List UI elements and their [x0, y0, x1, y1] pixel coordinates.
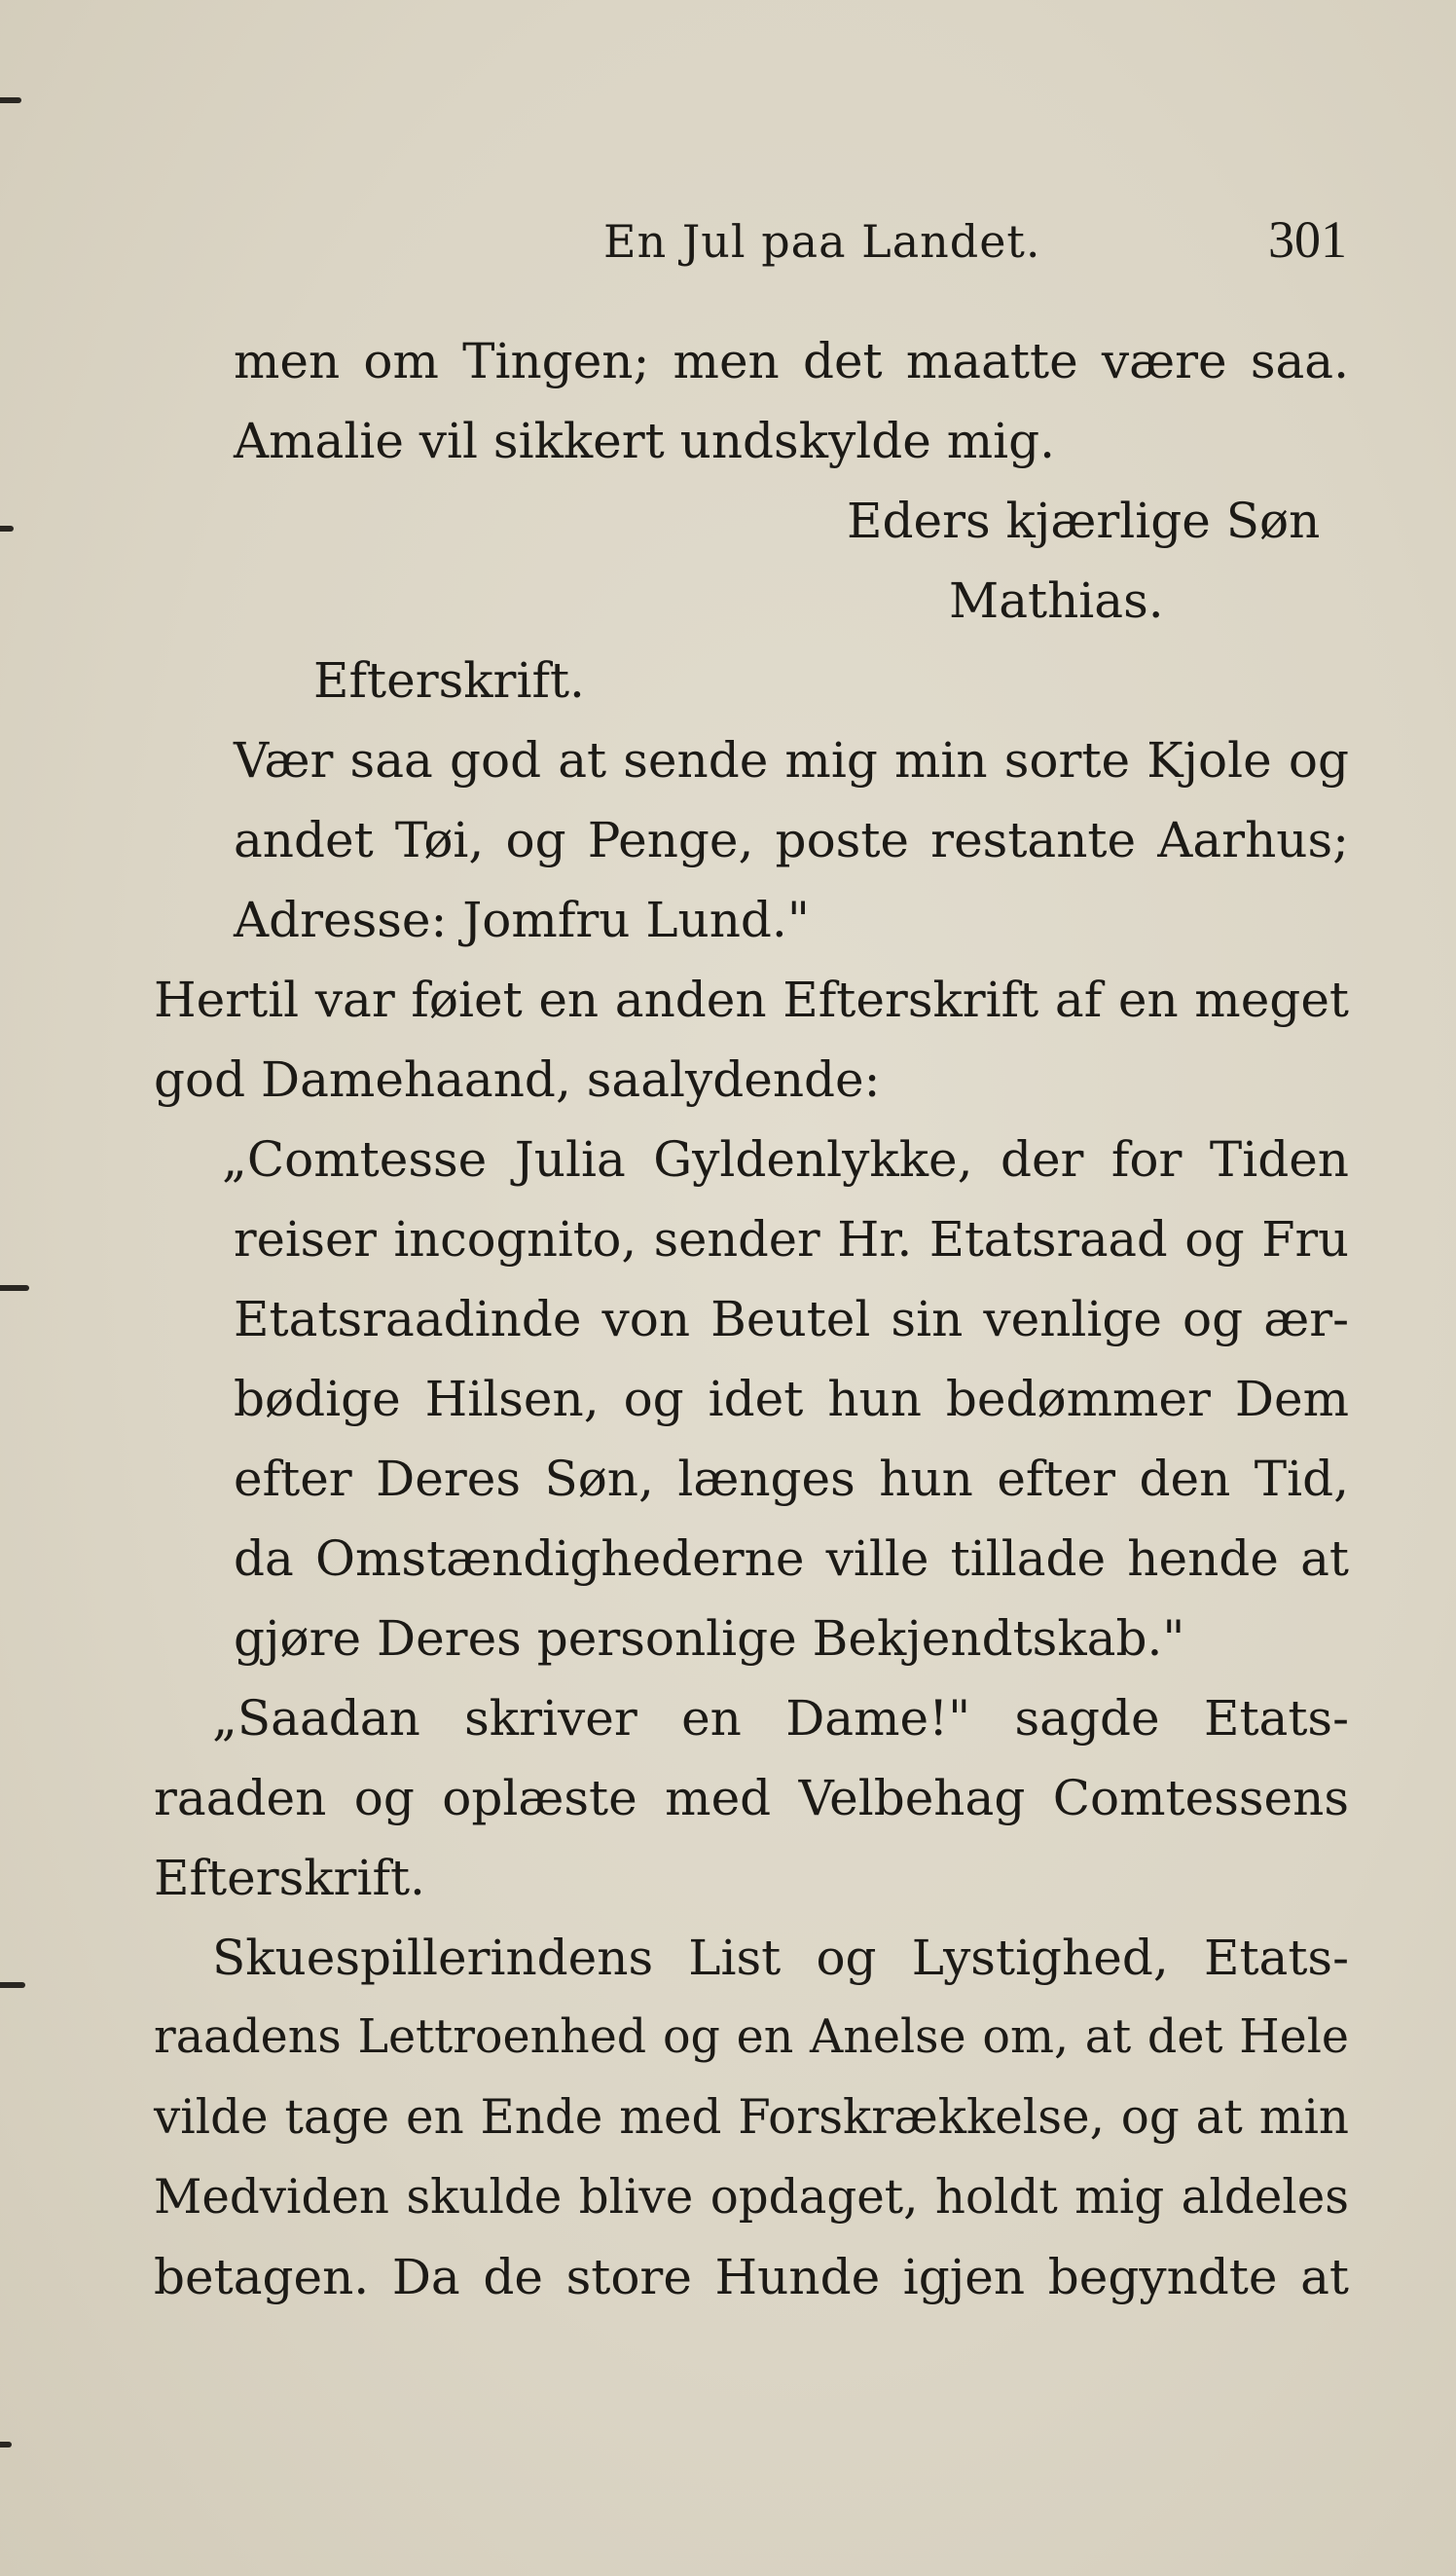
text-line: Amalie vil sikkert undskylde mig. [234, 413, 1056, 469]
text-line: men om Tingen; men det maatte være saa. [234, 333, 1349, 389]
signature-name: Mathias. [949, 572, 1164, 629]
text-line: Hertil var føiet en anden Efterskrift af en meget [154, 972, 1349, 1028]
text-line: raaden og oplæste med Velbehag Comtessens [154, 1770, 1349, 1826]
text-line: bødige Hilsen, og idet hun bedømmer Dem [234, 1371, 1349, 1427]
text-line: „Comtesse Julia Gyldenlykke, der for Tiden [222, 1131, 1349, 1188]
signature-closing: Eders kjærlige Søn [847, 493, 1321, 549]
margin-mark [0, 1982, 25, 1988]
text-line: „Saadan skriver en Dame!" sagde Etats- [212, 1690, 1349, 1747]
text-line: reiser incognito, sender Hr. Etatsraad og Fru [234, 1211, 1349, 1268]
text-line: raadens Lettroenhed og en Anelse om, at det Hele [154, 2010, 1349, 2064]
running-head [0, 209, 1456, 277]
text-line: Efterskrift. [154, 1850, 425, 1906]
text-line: god Damehaand, saalydende: [154, 1051, 881, 1108]
margin-mark [0, 1285, 29, 1291]
page-number: 301 [1268, 210, 1347, 269]
margin-mark [0, 526, 14, 532]
text-line: Skuespillerindens List og Lystighed, Etats- [212, 1930, 1349, 1986]
postscript-heading: Efterskrift. [313, 652, 585, 709]
text-line: Etatsraadinde von Beutel sin venlige og ær- [234, 1291, 1349, 1347]
text-line: Vær saa god at sende mig min sorte Kjole og [234, 732, 1349, 789]
body-text [154, 321, 1349, 2317]
text-line: vilde tage en Ende med Forskrækkelse, og at min [154, 2090, 1349, 2145]
text-line: betagen. Da de store Hunde igjen begyndte at [154, 2249, 1349, 2305]
text-line: efter Deres Søn, længes hun efter den Tid, [234, 1451, 1349, 1507]
text-line: Adresse: Jomfru Lund." [234, 892, 810, 948]
running-title: En Jul paa Landet. [603, 215, 1041, 268]
text-line: andet Tøi, og Penge, poste restante Aarhus; [234, 812, 1349, 868]
margin-mark [0, 97, 21, 103]
margin-mark [0, 2442, 12, 2447]
text-line: Medviden skulde blive opdaget, holdt mig aldeles [154, 2170, 1349, 2225]
text-line: da Omstændighederne ville tillade hende at [234, 1530, 1349, 1587]
text-line: gjøre Deres personlige Bekjendtskab." [234, 1610, 1185, 1667]
